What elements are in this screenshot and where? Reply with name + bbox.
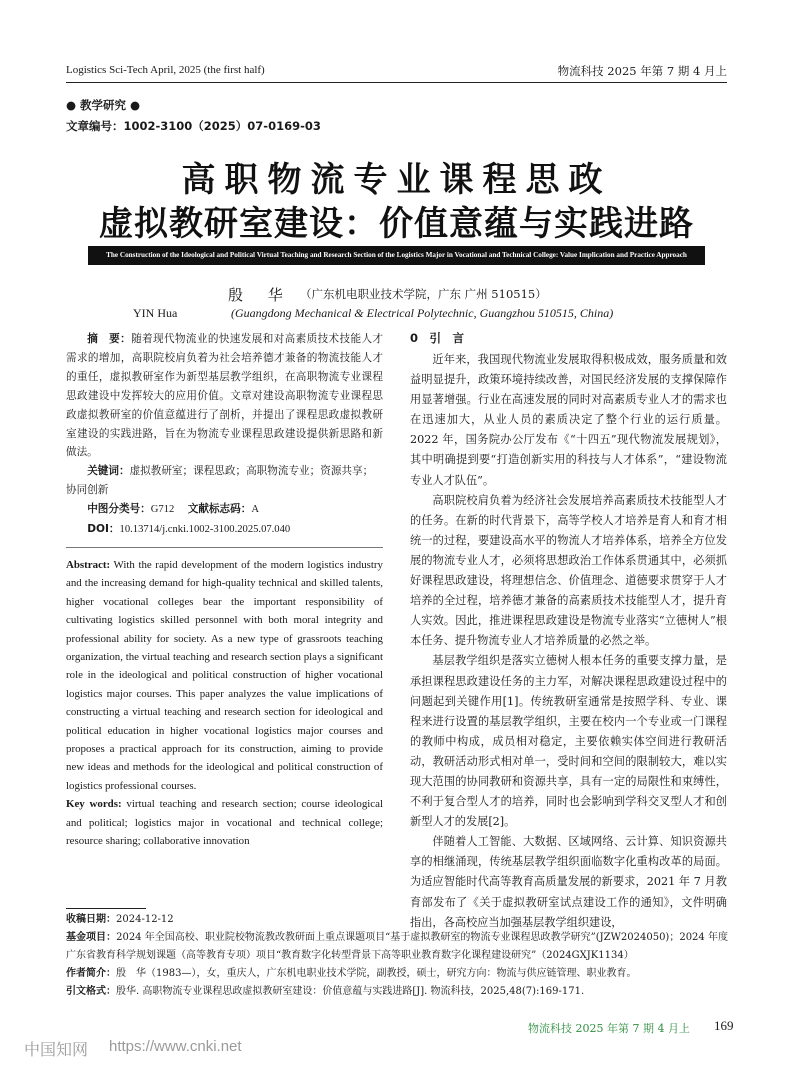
cnki-watermark-url[interactable]: https://www.cnki.net — [109, 1038, 242, 1055]
fund-label: 基金项目： — [66, 932, 117, 943]
author-bio — [66, 965, 728, 983]
doc-code-value: A — [251, 504, 259, 516]
keywords-en — [66, 795, 383, 850]
body-paragraph: 伴随着人工智能、大数据、区域网络、云计算、知识资源共享的相继涌现，传统基层教学组织面临数字化重构改革的局面。为适应智能时代高等教育高质量发展的新要求，2021 年 7 月教育部发布了《关于虚拟教研室试点建设工作的通知》，文件明确指出，各高校应当加强基层教学组织建设， — [410, 835, 727, 929]
body-paragraph: 基层教学组织是落实立德树人根本任务的重要支撑力量，是承担课程思政建设任务的主力军，对解决课程思政建设过程中的问题起到关键作用[1]。传统教研室通常是按照学科、专业、课程来进行设置的基层教学组织，主要在校内一个专业或一门课程的教师中构成，成员相对稳定，主要依赖实体空间进行教研活动，教研活动形式相对单一，受时间和空间的限制较大，难以实现大范围的协同教研和资源共享，具有一定的局限性和束缚性，不利于复合型人才的培养，同时也会影响到学科交叉型人才和创新型人才的发展[2]。 — [410, 654, 727, 829]
author-name-en: YIN Hua — [133, 306, 178, 320]
footnote-rule — [66, 908, 146, 909]
fund-info — [66, 929, 728, 965]
keywords-cn — [66, 462, 383, 500]
footer-journal: 物流科技 2025 年第 7 期 4 月上 — [528, 1022, 690, 1035]
abstract-en-text: With the rapid development of the modern logistics industry and the increasing demand for high-quality technical and skilled talents, higher vocational colleges bear the important responsibility of cultivating logistics skilled personnel with both moral integrity and professional ability for society. As a new type of grassroots teaching organization, the virtual teaching and research section plays a significant role in the ideological and political construction of higher vocational logistics major courses. This paper analyzes the value implications of constructing a virtual teaching and research section for ideological and political education in higher vocational logistics major courses and proposes a practical approach for its construction, aiming to provide new ideas and methods for the ideological and political construction of logistics professional courses. — [66, 558, 383, 792]
keywords-en-label: Key words: — [66, 798, 122, 811]
body-paragraph: 近年来，我国现代物流业发展取得积极成效，服务质量和效益明显提升，政策环境持续改善，对国民经济发展的支撑保障作用显著增强。行业在高速发展的同时对高素质专业人才的需求也在迅速加大，从业人员的素质决定了整个行业的运行质量。2022 年，国务院办公厅发布《“十四五”现代物流发展规划》，其中明确提到要“打造创新实用的科技与人才体系”，“建设物流专业人才队伍”。 — [410, 353, 727, 487]
author-bio-value: 殷 华（1983—），女，重庆人，广东机电职业技术学院，副教授，硕士，研究方向：物流与供应链管理、职业教育。 — [116, 968, 637, 979]
citation-format — [66, 983, 728, 1001]
classification-line — [66, 500, 383, 520]
abstract-divider — [66, 547, 383, 548]
author-bio-label: 作者简介： — [66, 968, 116, 979]
doi-value: 10.13714/j.cnki.1002-3100.2025.07.040 — [119, 524, 291, 536]
citation-label: 引文格式： — [66, 986, 116, 997]
section-heading-intro: 0 引 言 — [410, 331, 465, 345]
doc-code-label: 文献标志码： — [187, 503, 252, 516]
abstract-cn — [66, 330, 383, 462]
affiliation-en: (Guangdong Mechanical & Electrical Polytechnic, Guangzhou 510515, China) — [231, 306, 614, 320]
keywords-cn-text: 虚拟教研室；课程思政；高职物流专业；资源共享；协同创新 — [66, 465, 374, 497]
title-line-2: 虚拟教研室建设：价值意蕴与实践进路 — [99, 204, 694, 244]
footnotes — [66, 911, 728, 1001]
column-tag: ● 教学研究 ● — [66, 98, 141, 112]
running-header-cn: 物流科技 2025 年第 7 期 4 月上 — [557, 64, 727, 78]
body-paragraph: 高职院校肩负着为经济社会发展培养高素质技术技能型人才的任务。在新的时代背景下，高等学校人才培养是育人和育才相统一的过程，要建设高水平的物流人才培养体系，培养全方位发展的物流专业人才，必须将思想政治工作体系贯通其中，必须抓好课程思政建设，将理想信念、价值理念、道德要求贯穿于人才培养的全过程，培养德才兼备的高素质技术技能型人才，提升育人实效。因此，推进课程思政建设是物流专业落实“立德树人”根本任务、提升物流专业人才培养质量的必然之举。 — [410, 493, 727, 648]
page-number: 169 — [714, 1018, 734, 1033]
abstract-en-label: Abstract: — [66, 558, 111, 571]
keywords-en-text: virtual teaching and research section; course ideological and political; logistics major in vocational and technical college; resource sharing; collaborative innovation — [66, 798, 383, 848]
clc-value: G712 — [150, 504, 175, 516]
fund-value: 2024 年全国高校、职业院校物流教改教研面上重点课题项目“基于虚拟教研室的物流专业课程思政教学研究”(JZW2024050)；2024 年度广东省教育科学规划课题（高等教育专项）项目“教育数字化转型背景下高等职业教育数字化课程建设研究”（2024GXJK1134） — [66, 932, 728, 961]
doi-line — [66, 520, 383, 540]
abstract-column — [66, 330, 383, 850]
received-label: 收稿日期： — [66, 914, 116, 925]
abstract-en — [66, 556, 383, 795]
received-value: 2024-12-12 — [116, 914, 174, 925]
abstract-cn-label: 摘 要： — [87, 333, 132, 345]
affiliation-cn: （广东机电职业技术学院，广东 广州 510515） — [300, 287, 547, 301]
citation-value: 殷华. 高职物流专业课程思政虚拟教研室建设：价值意蕴与实践进路[J]. 物流科技，2025,48(7):169-171. — [116, 986, 585, 997]
article-number: 文章编号：1002-3100（2025）07-0169-03 — [66, 119, 321, 133]
received-date — [66, 911, 728, 929]
header-rule — [66, 82, 727, 83]
running-header-en: Logistics Sci-Tech April, 2025 (the first half) — [66, 64, 265, 76]
author-name-cn: 殷 华 — [228, 286, 293, 304]
title-line-1: 高职物流专业课程思政 — [181, 160, 612, 200]
abstract-cn-text: 随着现代物流业的快速发展和对高素质技术技能人才需求的增加，高职院校肩负着为社会培养德才兼备的物流技能人才的重任，虚拟教研室作为新型基层教学组织，在高职物流专业课程思政建设中发挥较大的应用价值。文章对建设高职物流专业课程思政虚拟教研室的价值意蕴进行了剖析，并提出了课程思政虚拟教研室建设的实践进路，旨在为物流专业课程思政建设提供新思路和新做法。 — [66, 333, 384, 459]
cnki-watermark-logo: 中国知网 — [24, 1040, 89, 1059]
body-column — [410, 330, 727, 933]
article-title — [0, 158, 793, 246]
doi-label: DOI： — [87, 523, 120, 536]
english-title-bar: The Construction of the Ideological and Political Virtual Teaching and Research Section of the Logistics Major in Vocational and Technical College: Value Implication and Practice Approach — [88, 246, 705, 265]
clc-label: 中图分类号： — [87, 503, 151, 516]
keywords-cn-label: 关键词： — [87, 465, 130, 478]
